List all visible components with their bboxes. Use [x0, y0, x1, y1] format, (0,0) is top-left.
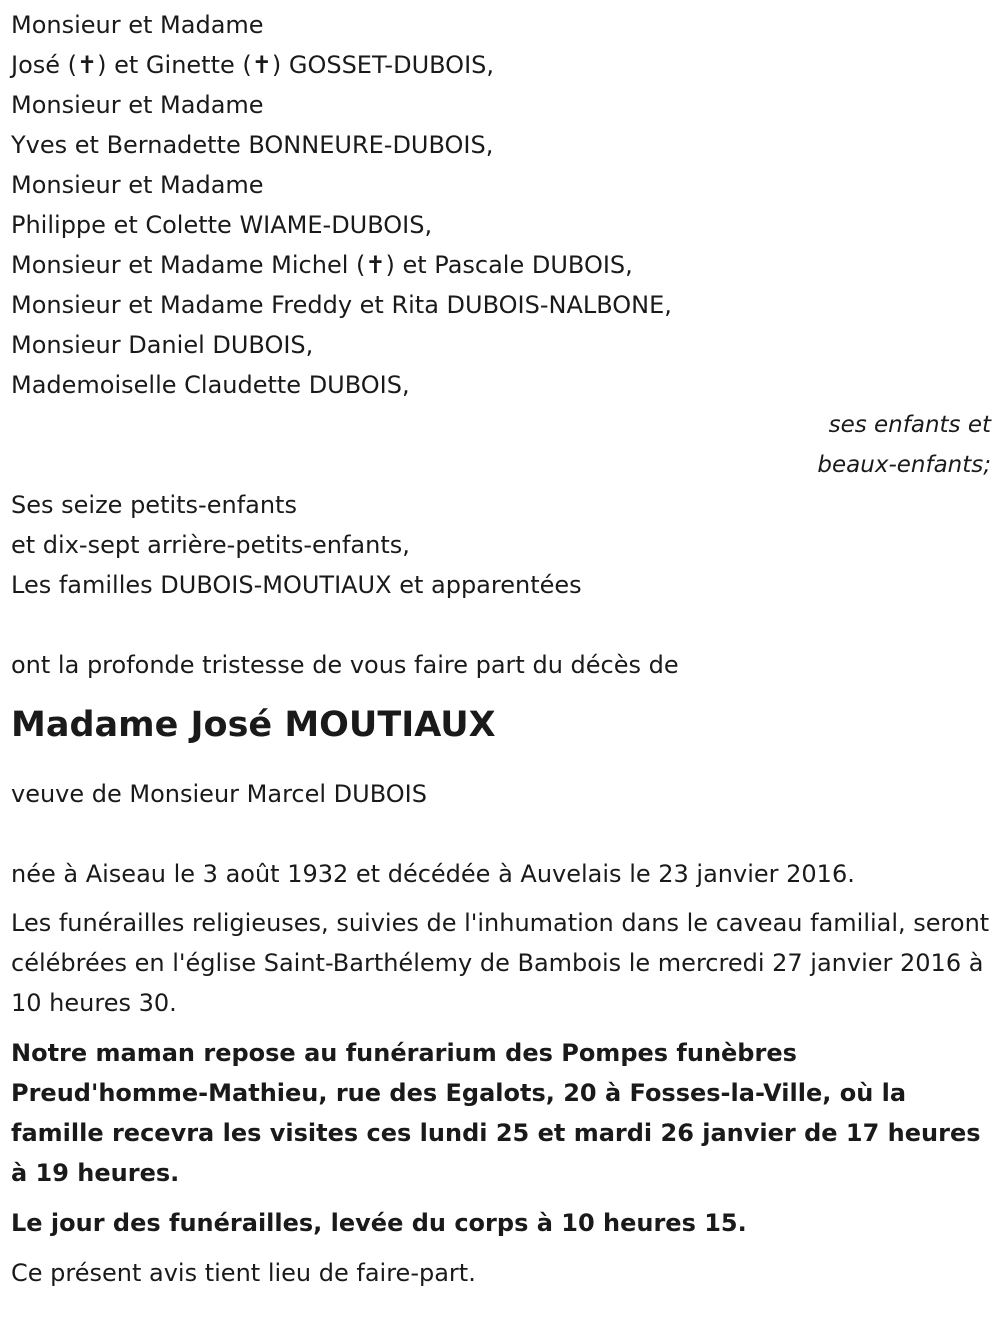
birth-death-text: née à Aiseau le 3 août 1932 et décédée à Auvelais le 23 janvier 2016.	[11, 860, 855, 888]
spacer	[11, 605, 991, 645]
relatives-line: et dix-sept arrière-petits-enfants,	[11, 531, 410, 559]
family-line: Monsieur Daniel DUBOIS,	[11, 331, 314, 359]
funeral-details-text: Les funérailles religieuses, suivies de l'inhumation dans le caveau familial, seront célébrées en l'église Saint-Barthélemy de Bambois le mercredi 27 janvier 2016 à 10 heures 30.	[11, 909, 990, 1017]
notice-text: Ce présent avis tient lieu de faire-part.	[11, 1259, 476, 1287]
announcement-text: ont la profonde tristesse de vous faire part du décès de	[11, 651, 679, 679]
funerarium-resting-text: Notre maman repose au funérarium des Pompes funèbres Preud'homme-Mathieu, rue des Egalots, 20 à Fosses-la-Ville, où la famille recevra les visites ces lundi 25 et mardi 26 janvier de 17 heures à 19 heures.	[11, 1039, 981, 1187]
family-line: Philippe et Colette WIAME-DUBOIS,	[11, 211, 433, 239]
family-line: Monsieur et Madame Michel (✝) et Pascale DUBOIS,	[11, 251, 633, 279]
family-line: José (✝) et Ginette (✝) GOSSET-DUBOIS,	[11, 51, 495, 79]
family-line: Mademoiselle Claudette DUBOIS,	[11, 371, 410, 399]
family-line: Monsieur et Madame	[11, 91, 264, 119]
relation-label: ses enfants et	[828, 412, 991, 438]
relation-label: beaux-enfants;	[817, 452, 991, 478]
relatives-line: Les familles DUBOIS-MOUTIAUX et apparentées	[11, 571, 582, 599]
family-line: Monsieur et Madame Freddy et Rita DUBOIS-NALBONE,	[11, 291, 672, 319]
family-line: Yves et Bernadette BONNEURE-DUBOIS,	[11, 131, 494, 159]
obituary-notice	[11, 5, 991, 1293]
deceased-name: Madame José MOUTIAUX	[11, 705, 496, 745]
funeral-day-text: Le jour des funérailles, levée du corps à 10 heures 15.	[11, 1209, 747, 1237]
relatives-line: Ses seize petits-enfants	[11, 491, 297, 519]
family-line: Monsieur et Madame	[11, 171, 264, 199]
family-line: Monsieur et Madame	[11, 11, 264, 39]
widow-of-text: veuve de Monsieur Marcel DUBOIS	[11, 780, 427, 808]
